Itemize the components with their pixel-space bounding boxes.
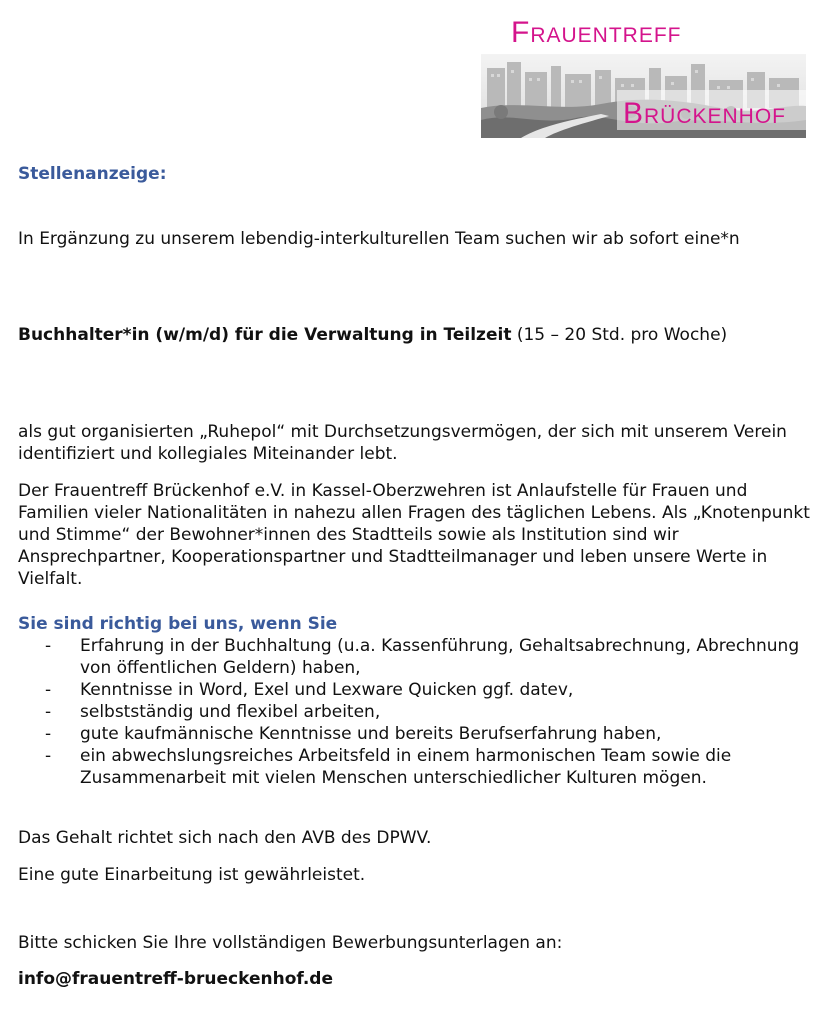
bullet-dash: - <box>45 680 52 700</box>
intro-text: In Ergänzung zu unserem lebendig-interkulturellen Team suchen wir ab sofort eine*n <box>18 229 740 249</box>
logo-text-brueckenhof: Brückenhof <box>623 97 787 130</box>
apply-text: Bitte schicken Sie Ihre vollständigen Bewerbungsunterlagen an: <box>18 933 563 953</box>
requirement-text: Kenntnisse in Word, Exel und Lexware Quicken ggf. datev, <box>80 680 574 700</box>
list-item <box>18 745 813 789</box>
profile-text: als gut organisierten „Ruhepol“ mit Durchsetzungsvermögen, der sich mit unserem Verein identifiziert und kollegiales Miteinander lebt. <box>18 422 787 464</box>
requirement-text: Erfahrung in der Buchhaltung (u.a. Kassenführung, Gehaltsabrechnung, Abrechnung von öffentlichen Geldern) haben, <box>80 636 800 678</box>
list-item <box>18 679 813 701</box>
bullet-dash: - <box>45 636 52 656</box>
position-title <box>18 324 813 346</box>
bullet-dash: - <box>45 702 52 722</box>
list-item <box>18 723 813 745</box>
requirement-text: ein abwechslungsreiches Arbeitsfeld in einem harmonischen Team sowie die Zusammenarbeit mit vielen Menschen unterschiedlicher Kulturen mögen. <box>80 746 732 788</box>
requirements-list <box>18 635 813 789</box>
position-hours: (15 – 20 Std. pro Woche) <box>511 325 728 345</box>
document-heading: Stellenanzeige: <box>18 164 167 184</box>
bullet-dash: - <box>45 746 52 766</box>
salary-text: Das Gehalt richtet sich nach den AVB des DPWV. <box>18 828 432 848</box>
requirements-heading: Sie sind richtig bei uns, wenn Sie <box>18 614 338 634</box>
bullet-dash: - <box>45 724 52 744</box>
requirement-text: selbstständig und flexibel arbeiten, <box>80 702 381 722</box>
frauentreff-logo <box>481 8 811 142</box>
position-title-bold: Buchhalter*in (w/m/d) für die Verwaltung in Teilzeit <box>18 325 512 345</box>
contact-email[interactable]: info@frauentreff-brueckenhof.de <box>18 969 334 989</box>
about-text: Der Frauentreff Brückenhof e.V. in Kassel-Oberzwehren ist Anlaufstelle für Frauen und Familien vieler Nationalitäten in nahezu allen Fragen des täglichen Lebens. Als „Knotenpunkt und Stimme“ der Bewohner*innen des Stadtteils sowie als Institution sind wir Ansprechpartner, Kooperationspartner und Stadtteilmanager und leben unsere Werte in Vielfalt. <box>18 481 810 589</box>
training-text: Eine gute Einarbeitung ist gewährleistet. <box>18 865 366 885</box>
requirement-text: gute kaufmännische Kenntnisse und bereits Berufserfahrung haben, <box>80 724 662 744</box>
list-item <box>18 701 813 723</box>
logo-text-frauentreff: Frauentreff <box>511 16 682 49</box>
logo-graphic <box>481 8 811 142</box>
list-item <box>18 635 813 679</box>
